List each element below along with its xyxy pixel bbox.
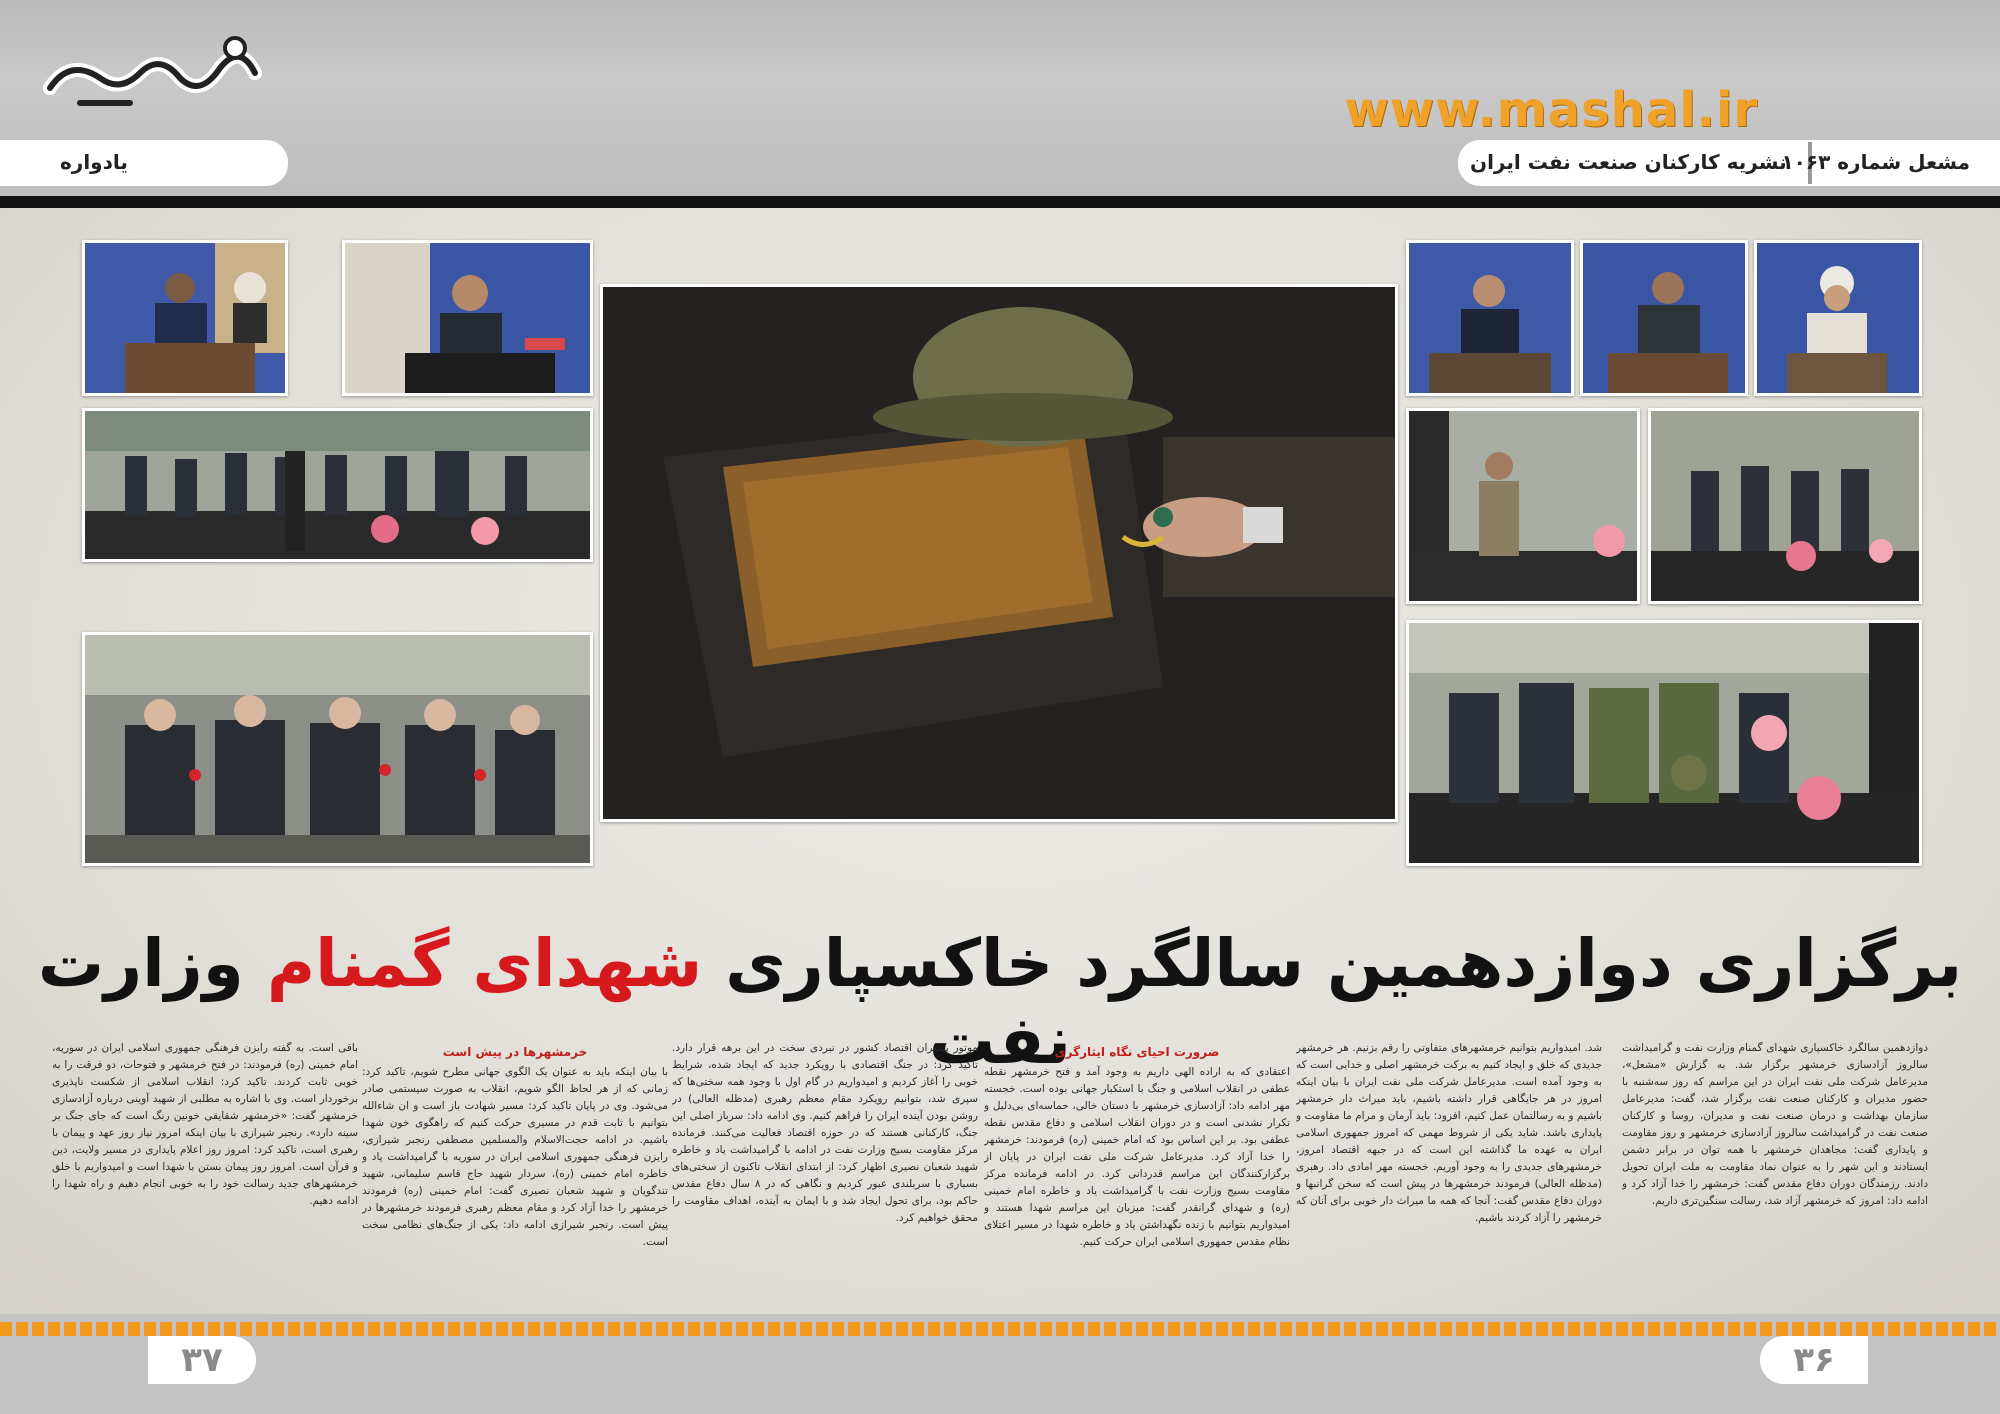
- column-text: با بیان اینکه باید به عنوان یک الگوی جهانی مطرح شویم، تاکید کرد: زمانی که از هر لحاظ الگو شویم، انقلاب به صورت سیستمی صادر می‌شود. وی در پایان تاکید کرد: مسیر شهادت باز است و ان شاءالله بتوانیم با ثابت قدم در مسیری حرکت کنیم که راهگوی خون شهدا باشیم. در ادامه حجت‌الاسلام والمسلمین مصطفی رنجبر شیرازی، رایزن فرهنگی جمهوری اسلامی ایران در سوریه با گرامیداشت یاد و خاطره امام خمینی (ره)، سردار شهید حاج قاسم سلیمانی، شهید تندگویان و شهید شعبان نصیری گفت: امام خمینی (ره) فرمودند خرمشهر را خدا آزاد کرد و مقام معظم رهبری فرمودند خرمشهرها در پیش است. رنجبر شیرازی ادامه داد: یکی از جنگ‌های نظامی سخت است.: [362, 1066, 668, 1248]
- headline-part1: برگزاری دوازدهمین سالگرد خاکسپاری: [725, 925, 1963, 1002]
- column-text: شد. امیدواریم بتوانیم خرمشهرهای متفاوتی را رقم بزنیم. هر خرمشهر جدیدی که خلق و ایجاد کنیم به برکت خرمشهر اصلی و خدایی است که به وجود آمده است. مدیرعامل شرکت ملی نفت ایران با بیان اینکه امروز در هر جایگاهی قرار داشته باشیم، باید میراث دار خرمشهر باشیم و به رسالتمان عمل کنیم، افزود: باید آرمان و مرام ما مقاومت و پایداری باشد. شاید یکی از شروط مهمی که امروز جمهوری اسلامی ایران به عهده ما گذاشته این است که در جبهه اقتصاد امروز، خرمشهرهای جدیدی را به وجود آوریم. خجسته مهر امادی داد. رهبری (مدظله العالی) فرمودند خرمشهرها در پیش است که سخن گرانبها و دوران دفاع مقدس گفت: آنجا که همه ما میراث دار خوبی برای آنان که خرمشهر را آزاد کردند باشیم.: [1296, 1042, 1602, 1224]
- article-column-3: [984, 1040, 1290, 1295]
- publication-name: نشریه کارکنان صنعت نفت ایران: [1470, 150, 1787, 174]
- header-rule: [0, 196, 2000, 208]
- section-label: یادواره: [60, 150, 128, 174]
- column-text: اعتقادی که به اراده الهی داریم به وجود آمد و فتح خرمشهر نقطه عطفی در انقلاب اسلامی و جنگ با استکبار جهانی بوده است. خجسته مهر ادامه داد: آزادسازی خرمشهر با دستان خالی، حماسه‌ای بی‌دلیل و تکرار نشدنی است و در دوران انقلاب اسلامی و دفاع مقدس نقطه عطفی بود. بر این اساس بود که امام خمینی (ره) فرمودند: خرمشهر را خدا آزاد کرد. مدیرعامل شرکت ملی نفت ایران در پایان از برگزارکنندگان این مراسم قدردانی کرد. در ادامه فرمانده مرکز مقاومت بسیج وزارت نفت با گرامیداشت یاد و خاطره امام خمینی (ره) و شهدای گرانقدر گفت: میزبان این مراسم شهدا هستند و امیدواریم بتوانیم با زنده نگهداشتن یاد و خاطره شهدا در مسیر اعتلای نظام مقدس جمهوری اسلامی ایران حرکت کنیم.: [984, 1066, 1290, 1248]
- column-text: موتور پیشران اقتصاد کشور در نبردی سخت در این برهه قرار دارد. تاکید کرد: در جنگ اقتصادی با رویکرد جدید که ایجاد شده، شرایط خوبی را آغاز کردیم و امیدواریم در گام اول با وجود همه سختی‌ها که سپری شد، بتوانیم رویکرد مقام معظم رهبری (مدظله العالی) در روشن بودن آینده ایران را فراهم کنیم. وی ادامه داد: سرباز اصلی این جنگ، کارکنانی هستند که در حوزه اقتصاد فعالیت می‌کنند. فرمانده مرکز مقاومت بسیج وزارت نفت در ادامه با گرامیداشت یاد و خاطره شهید شعبان نصیری اظهار کرد: از ابتدای انقلاب تاکنون از سختی‌های بسیاری با سربلندی عبور کردیم و نگاهی که در ۸ سال دفاع مقدس حاکم بود، برای تحول ایجاد شد و با ایمان به آینده، اهداف مقاومت را محقق خواهیم کرد.: [672, 1042, 978, 1224]
- section-bar: [0, 140, 288, 186]
- photo-cleric-speaker: [1754, 240, 1922, 396]
- site-url[interactable]: www.mashal.ir: [1344, 82, 1758, 138]
- column-text: باقی است. به گفته رایزن فرهنگی جمهوری اسلامی ایران در سوریه، امام خمینی (ره) فرمودند: در فتح خرمشهر و فتوحات، دو فرقت را به خوبی ثابت کردند. تاکید کرد: انقلاب اسلامی از شکست ناپذیری برخوردار است. وی با اشاره به مطلبی از شهید آوینی درباره آزادسازی خرمشهر گفت: «خرمشهر شقایقی خونین رنگ است که جای جنگ بر سینه دارد». رنجبر شیرازی با بیان اینکه امروز نیاز روز عهد و پیمان با رهبری است، تاکید کرد: امروز روز اعلام پایداری در مسیر ولایت، دین و قرآن است. امروز روز پیمان بستن با شهدا است و امیدواریم با خلق خرمشهرهای جدید رسالت خود را به خوبی انجام دهیم و راه شهدا را ادامه دهیم.: [52, 1042, 358, 1207]
- article-column-2: [1296, 1040, 1602, 1295]
- photo-veterans-tomb: [1406, 620, 1922, 866]
- photo-speaker-3: [1406, 240, 1574, 396]
- article-column-6: [52, 1040, 358, 1295]
- page-number-left: ۳۷: [148, 1336, 256, 1384]
- article-column-5: [362, 1040, 668, 1295]
- mashal-logo: [40, 18, 265, 118]
- photo-martyr-tomb-helmet: [600, 284, 1398, 822]
- headline-highlight: شهدای گمنام: [266, 925, 703, 1002]
- subheading-isargari: ضرورت احیای نگاه ایثارگری: [1054, 1045, 1220, 1059]
- column-text: دوازدهمین سالگرد خاکسپاری شهدای گمنام وزارت نفت و گرامیداشت سالروز آزادسازی خرمشهر برگزار شد. به گزارش «مشعل»، مدیرعامل شرکت ملی نفت ایران در این مراسم که روز سه‌شنبه با حضور مدیران و کارکنان صنعت نفت برگزار شد، گفت: مدیرعامل سازمان بهداشت و درمان صنعت نفت و مدیران، روسا و کارکنان صنعت نفت در گرامیداشت سالروز آزادسازی خرمشهر و روز مقاومت و پایداری گفت: مجاهدان خرمشهر با همه توان در برابر دشمن ایستادند و این شهر را به عنوان نماد مقاومت به ملت ایران تحویل دادند. رزمندگان دوران دفاع مقدس گفت: خرمشهر را خدا آزاد کرد و ادامه داد: امروز که خرمشهر آزاد شد، رسالت سنگین‌تری داریم.: [1622, 1042, 1928, 1207]
- article-column-4: [672, 1040, 978, 1295]
- photo-seated-guests: [82, 632, 593, 866]
- page-number-right: ۳۶: [1760, 1336, 1868, 1384]
- photo-crowd-1: [82, 408, 593, 562]
- subheading-khorramshahr: خرمشهرها در پیش است: [442, 1045, 588, 1059]
- photo-speaker-4: [1580, 240, 1748, 396]
- issue-number: مشعل شماره ۱۰۶۳: [1781, 150, 1970, 174]
- article-column-1: [1622, 1040, 1928, 1295]
- photo-speaker-2: [342, 240, 593, 396]
- photo-grave-visit-1: [1406, 408, 1640, 604]
- footer-stripe: [0, 1322, 2000, 1336]
- headline-part2: وزارت نفت: [37, 925, 1072, 1079]
- photo-speaker-1: [82, 240, 288, 396]
- photo-grave-visit-2: [1648, 408, 1922, 604]
